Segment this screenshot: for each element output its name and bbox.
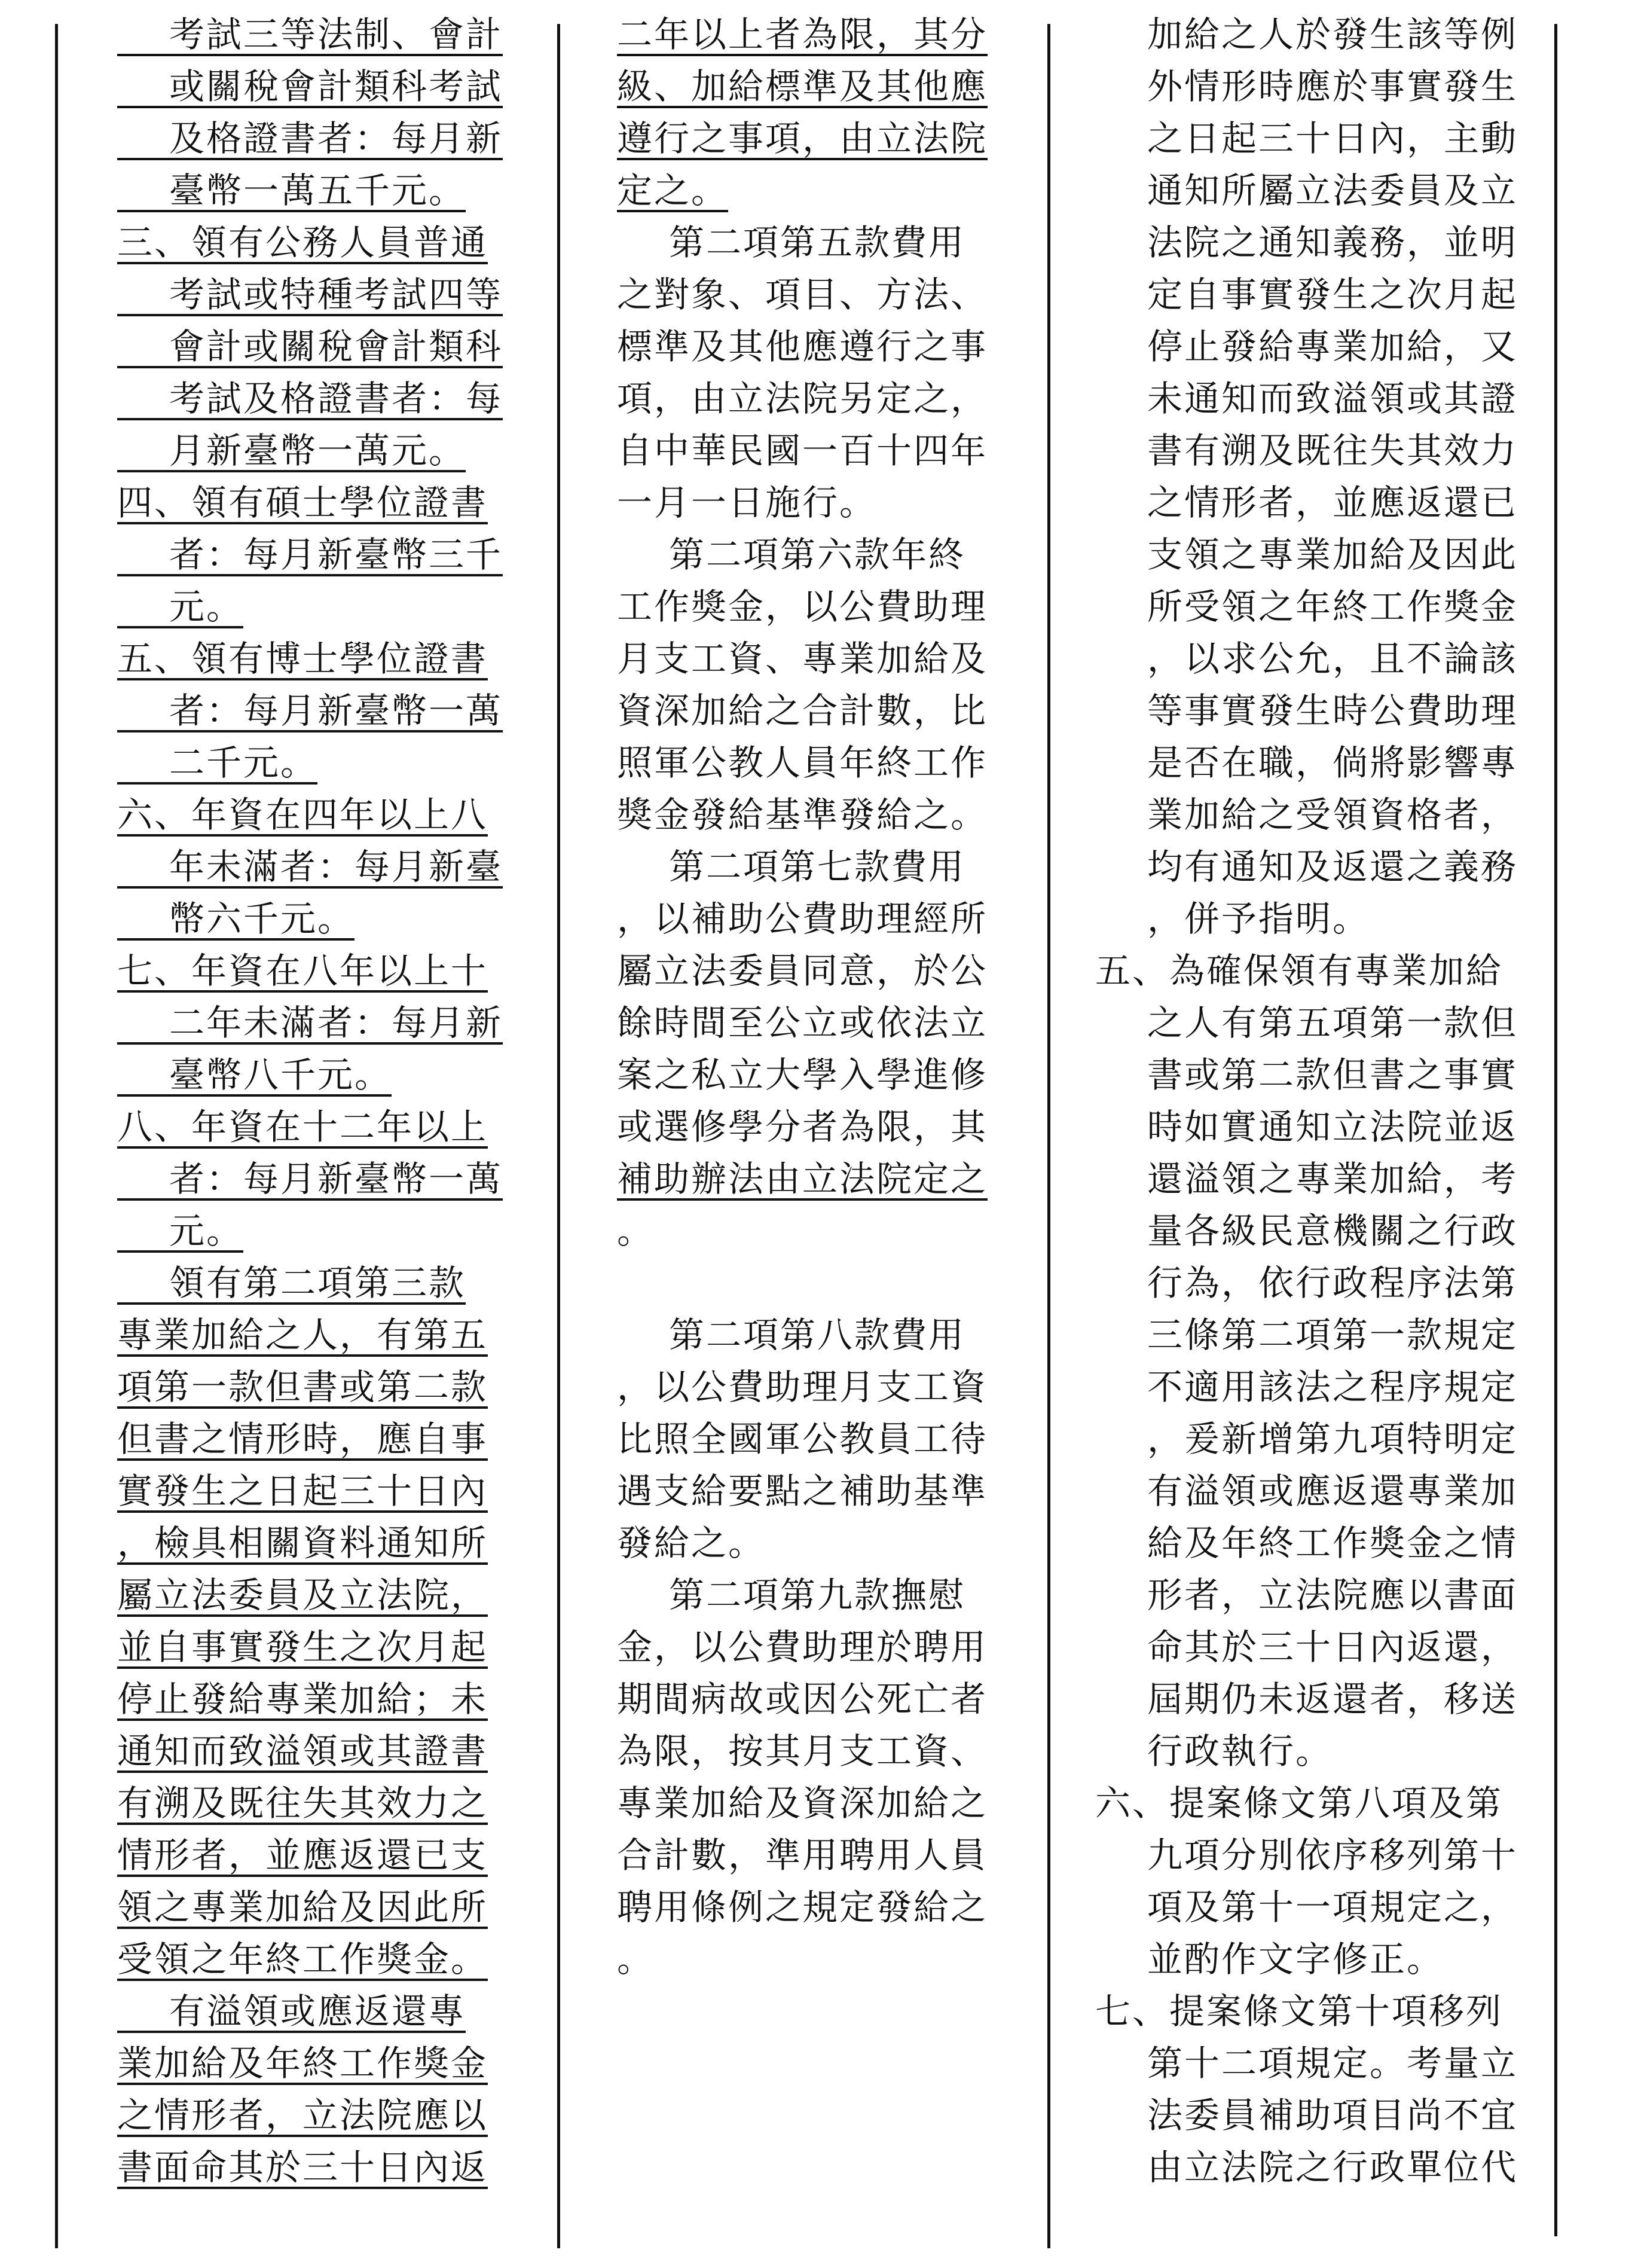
- text-line-content: 會計或關稅會計類科: [117, 326, 503, 367]
- text-line-content: 停止發給專業加給；未: [117, 1678, 488, 1720]
- text-line-content: 屆期仍未返還者，移送: [1095, 1678, 1518, 1720]
- text-line: [1095, 1257, 1518, 1309]
- text-line: [1095, 60, 1518, 112]
- text-line-content: 書面命其於三十日內返: [117, 2147, 488, 2188]
- text-line-content: 資深加給之合計數，比: [617, 690, 988, 731]
- text-line-content: 領之專業加給及因此所: [117, 1887, 488, 1928]
- text-line: [1095, 8, 1518, 60]
- text-line: [117, 1153, 536, 1205]
- text-line: [617, 1829, 1035, 1881]
- text-line: [1095, 373, 1518, 425]
- text-line: [1095, 685, 1518, 737]
- text-line: [617, 1673, 1035, 1725]
- text-line: [117, 1673, 536, 1725]
- text-line: [617, 320, 1035, 373]
- text-line-content: 之日起三十日內，主動: [1095, 118, 1518, 159]
- text-line-content: 命其於三十日內返還，: [1095, 1626, 1518, 1668]
- text-line: [117, 1465, 536, 1517]
- text-line-content: 業加給及年終工作獎金: [117, 2043, 488, 2084]
- text-line: [617, 60, 1035, 112]
- text-line: [1095, 268, 1518, 320]
- text-line-content: 情形者，並應返還已支: [117, 1834, 488, 1876]
- text-line-content: 第二項第六款年終: [617, 534, 966, 575]
- column-current-text: [617, 8, 1035, 1985]
- text-line: [1095, 1205, 1518, 1257]
- text-line-content: 業加給之受領資格者，: [1095, 794, 1518, 835]
- text-line: [117, 2141, 536, 2193]
- text-line: [617, 1725, 1035, 1777]
- text-line-content: 之人有第五項第一款但: [1095, 1002, 1518, 1043]
- text-line: [1095, 1101, 1518, 1153]
- text-line: [117, 1829, 536, 1881]
- text-line-content: 均有通知及返還之義務: [1095, 846, 1518, 887]
- text-line: [117, 1569, 536, 1621]
- text-line: [617, 1101, 1035, 1153]
- text-line: [617, 112, 1035, 164]
- text-line-content: 外情形時應於事實發生: [1095, 66, 1518, 107]
- text-line-content: 補助辦法由立法院定之: [617, 1158, 988, 1199]
- text-line-content: 加給之人於發生該等例: [1095, 14, 1518, 55]
- text-line-content: 行政執行。: [1095, 1730, 1333, 1772]
- text-line: [117, 164, 536, 216]
- text-line-content: 發給之。: [617, 1522, 766, 1564]
- text-line: [1095, 164, 1518, 216]
- text-line-content: 所受領之年終工作獎金: [1095, 586, 1518, 627]
- text-line-content: 有溯及既往失其效力之: [117, 1782, 488, 1824]
- text-line-content: 並自事實發生之次月起: [117, 1626, 488, 1668]
- text-line: [117, 1257, 536, 1309]
- text-line: [117, 789, 536, 841]
- text-line: [617, 1621, 1035, 1673]
- text-line: [1095, 737, 1518, 789]
- text-line: [1095, 1777, 1514, 1829]
- text-line: [617, 529, 1035, 581]
- text-line: [617, 1569, 1035, 1621]
- text-line: [1095, 425, 1518, 477]
- text-line-content: 並酌作文字修正。: [1095, 1939, 1444, 1980]
- text-line: [117, 425, 536, 477]
- text-line: [117, 320, 536, 373]
- text-line: [617, 1881, 1035, 1933]
- text-line: [617, 1413, 1035, 1465]
- text-line-content: 幣六千元。: [117, 898, 355, 939]
- text-line-content: 停止發給專業加給，又: [1095, 326, 1518, 367]
- text-line: [117, 1101, 536, 1153]
- text-line: [617, 1309, 1035, 1361]
- text-line: [117, 1517, 536, 1569]
- text-line-content: 九項分別依序移列第十: [1095, 1834, 1518, 1876]
- text-line: [617, 425, 1035, 477]
- text-line-content: 實發生之日起三十日內: [117, 1470, 488, 1512]
- text-line-content: 遵行之事項，由立法院: [617, 118, 988, 159]
- text-line: [117, 529, 536, 581]
- text-line: [617, 1933, 1035, 1985]
- text-line-content: 第二項第八款費用: [617, 1314, 966, 1356]
- text-line: [117, 1985, 536, 2037]
- text-line-content: 領有第二項第三款: [117, 1262, 466, 1304]
- text-line: [117, 633, 536, 685]
- text-line: [1095, 1621, 1518, 1673]
- text-line: [117, 1933, 536, 1985]
- text-line-content: 四、領有碩士學位證書: [117, 482, 488, 523]
- text-line-content: 通知所屬立法委員及立: [1095, 170, 1518, 211]
- text-line-content: 形者，立法院應以書面: [1095, 1574, 1518, 1616]
- column-rule-left: [55, 24, 58, 2248]
- text-line-content: 專業加給及資深加給之: [617, 1782, 988, 1824]
- text-line-content: 五、為確保領有專業加給: [1095, 950, 1503, 991]
- text-line: [1095, 112, 1518, 164]
- text-line: [617, 216, 1035, 268]
- text-line-content: 定之。: [617, 170, 729, 211]
- text-line-content: 第二項第七款費用: [617, 846, 966, 887]
- text-line-content: 第二項第九款撫慰: [617, 1574, 966, 1616]
- text-line: [1095, 529, 1518, 581]
- text-line: [117, 1777, 536, 1829]
- text-line-content: 考試或特種考試四等: [117, 274, 503, 315]
- text-line: [617, 1777, 1035, 1829]
- text-line: [1095, 945, 1514, 997]
- text-line-content: 項及第十一項規定之，: [1095, 1887, 1518, 1928]
- text-line: [117, 2089, 536, 2141]
- text-line: [117, 737, 536, 789]
- text-line-content: 第十二項規定。考量立: [1095, 2043, 1518, 2084]
- text-line-content: 自中華民國一百十四年: [617, 430, 988, 471]
- text-line: [617, 1153, 1035, 1205]
- text-line-content: 者：每月新臺幣三千: [117, 534, 503, 575]
- text-line-content: 金，以公費助理於聘用: [617, 1626, 988, 1668]
- text-line-content: 案之私立大學入學進修: [617, 1054, 988, 1095]
- text-line: [617, 268, 1035, 320]
- text-line: [1095, 633, 1518, 685]
- text-line-content: 五、領有博士學位證書: [117, 638, 488, 679]
- text-line-content: 第二項第五款費用: [617, 222, 966, 263]
- text-line-content: 量各級民意機關之行政: [1095, 1210, 1518, 1251]
- text-line: [1095, 1465, 1518, 1517]
- text-line: [1095, 1673, 1518, 1725]
- text-line-content: ，併予指明。: [1095, 898, 1370, 939]
- text-line: [1095, 1049, 1518, 1101]
- text-line-content: 書有溯及既往失其效力: [1095, 430, 1518, 471]
- column-rule-right: [1554, 24, 1557, 2236]
- text-line: [1095, 1309, 1518, 1361]
- text-line-content: 七、年資在八年以上十: [117, 950, 488, 991]
- text-line-content: 月支工資、專業加給及: [617, 638, 988, 679]
- text-line-content: 未通知而致溢領或其證: [1095, 378, 1518, 419]
- column-explanation: [1095, 8, 1518, 2193]
- text-line: [617, 737, 1035, 789]
- text-line: [1095, 581, 1518, 633]
- text-line: [1095, 1153, 1518, 1205]
- text-line-content: 者：每月新臺幣一萬: [117, 1158, 503, 1199]
- text-line: [117, 1205, 536, 1257]
- text-line-content: 元。: [117, 586, 244, 627]
- text-line-content: 行為，依行政程序法第: [1095, 1262, 1518, 1304]
- text-line: [117, 216, 536, 268]
- text-line: [617, 633, 1035, 685]
- text-line: [617, 8, 1035, 60]
- text-line-content: 項，由立法院另定之，: [617, 378, 988, 419]
- text-line: [117, 893, 536, 945]
- text-line-content: 元。: [117, 1210, 244, 1251]
- text-line: [617, 581, 1035, 633]
- text-line-content: 考試三等法制、會計: [117, 14, 503, 55]
- text-line-content: 之對象、項目、方法、: [617, 274, 988, 315]
- text-line: [117, 1725, 536, 1777]
- text-line: [117, 112, 536, 164]
- text-line: [1095, 997, 1518, 1049]
- text-line-content: 二千元。: [117, 742, 318, 783]
- text-line-content: 項第一款但書或第二款: [117, 1366, 488, 1408]
- text-line-content: 等事實發生時公費助理: [1095, 690, 1518, 731]
- text-line-content: 比照全國軍公教員工待: [617, 1418, 988, 1460]
- text-line-content: 六、年資在四年以上八: [117, 794, 488, 835]
- text-line-content: 由立法院之行政單位代: [1095, 2147, 1518, 2188]
- text-line: [117, 1309, 536, 1361]
- text-line-content: 期間病故或因公死亡者: [617, 1678, 988, 1720]
- text-line: [1095, 1725, 1514, 1777]
- text-line-content: 二年未滿者：每月新: [117, 1002, 503, 1043]
- text-line-content: 工作獎金，以公費助理: [617, 586, 988, 627]
- text-line-content: 臺幣八千元。: [117, 1054, 392, 1095]
- text-line: [117, 1361, 536, 1413]
- text-line-content: 合計數，準用聘用人員: [617, 1834, 988, 1876]
- text-line: [117, 60, 536, 112]
- text-line: [1095, 841, 1518, 893]
- text-line-content: 有溢領或應返還專: [117, 1991, 466, 2032]
- text-line-content: 。: [617, 1939, 655, 1980]
- text-line: [1095, 2037, 1518, 2089]
- text-line-content: 給及年終工作獎金之情: [1095, 1522, 1518, 1564]
- text-line-content: 月新臺幣一萬元。: [117, 430, 466, 471]
- text-line-content: 為限，按其月支工資、: [617, 1730, 988, 1772]
- text-line-content: 不適用該法之程序規定: [1095, 1366, 1518, 1408]
- text-line: [1095, 1569, 1518, 1621]
- text-line: [1095, 1985, 1514, 2037]
- text-line-content: 有溢領或應返還專業加: [1095, 1470, 1518, 1512]
- text-line-content: 一月一日施行。: [617, 482, 877, 523]
- text-line-content: 法委員補助項目尚不宜: [1095, 2095, 1518, 2136]
- text-line: [117, 8, 536, 60]
- text-line: [1095, 1361, 1518, 1413]
- text-line: [117, 1621, 536, 1673]
- text-line-content: 受領之年終工作獎金。: [117, 1939, 488, 1980]
- text-line: [1095, 320, 1518, 373]
- text-line: [117, 373, 536, 425]
- text-line: [1095, 2141, 1518, 2193]
- text-line-content: 遇支給要點之補助基準: [617, 1470, 988, 1512]
- column-rule-middle-right: [1047, 24, 1050, 2248]
- text-line-content: ，以補助公費助理經所: [617, 898, 988, 939]
- text-line-content: 專業加給之人，有第五: [117, 1314, 488, 1356]
- text-line-content: 或關稅會計類科考試: [117, 66, 503, 107]
- text-line-content: 書或第二款但書之事實: [1095, 1054, 1518, 1095]
- text-line: [117, 1049, 536, 1101]
- text-line-content: 是否在職，倘將影響專: [1095, 742, 1518, 783]
- text-line: [117, 2037, 536, 2089]
- text-line-content: 三條第二項第一款規定: [1095, 1314, 1518, 1356]
- text-line: [117, 581, 536, 633]
- text-line: [617, 1517, 1035, 1569]
- text-line: [1095, 1829, 1518, 1881]
- text-line-content: 照軍公教人員年終工作: [617, 742, 988, 783]
- text-line: [1095, 477, 1518, 529]
- text-line: [117, 1881, 536, 1933]
- text-line: [617, 373, 1035, 425]
- text-line-content: 還溢領之專業加給，考: [1095, 1158, 1518, 1199]
- text-line: [617, 1205, 1035, 1257]
- text-line: [617, 893, 1035, 945]
- text-line-content: 級、加給標準及其他應: [617, 66, 988, 107]
- text-line-content: 七、提案條文第十項移列: [1095, 1991, 1503, 2032]
- text-line: [617, 1465, 1035, 1517]
- text-line: [1095, 1881, 1518, 1933]
- text-line-content: ，以求公允，且不論該: [1095, 638, 1518, 679]
- text-line-content: 通知而致溢領或其證書: [117, 1730, 488, 1772]
- text-line-content: 之情形者，並應返還已: [1095, 482, 1518, 523]
- text-line-content: 八、年資在十二年以上: [117, 1106, 488, 1147]
- text-line-content: 定自事實發生之次月起: [1095, 274, 1518, 315]
- text-line: [617, 945, 1035, 997]
- text-line: [1095, 1413, 1518, 1465]
- text-line: [617, 1361, 1035, 1413]
- text-line: [117, 841, 536, 893]
- text-line-content: 法院之通知義務，並明: [1095, 222, 1518, 263]
- text-line: [617, 841, 1035, 893]
- text-line: [1095, 2089, 1518, 2141]
- text-line: [617, 164, 1035, 216]
- text-line: [617, 1049, 1035, 1101]
- column-rule-middle-left: [557, 24, 560, 2248]
- text-line: [1095, 893, 1514, 945]
- text-line: [117, 685, 536, 737]
- text-line-content: ，爰新增第九項特明定: [1095, 1418, 1518, 1460]
- text-line-content: 或選修學分者為限，其: [617, 1106, 988, 1147]
- text-line: [617, 1257, 1035, 1309]
- text-line-content: 時如實通知立法院並返: [1095, 1106, 1518, 1147]
- text-line-content: 獎金發給基準發給之。: [617, 794, 988, 835]
- text-line-content: 屬立法委員及立法院，: [117, 1574, 488, 1616]
- text-line-content: ，以公費助理月支工資: [617, 1366, 988, 1408]
- text-line-content: 臺幣一萬五千元。: [117, 170, 466, 211]
- text-line-content: 聘用條例之規定發給之: [617, 1887, 988, 1928]
- text-line: [1095, 216, 1518, 268]
- text-line-content: 但書之情形時，應自事: [117, 1418, 488, 1460]
- text-line: [617, 997, 1035, 1049]
- text-line: [617, 685, 1035, 737]
- text-line: [117, 945, 536, 997]
- text-line-content: 屬立法委員同意，於公: [617, 950, 988, 991]
- text-line: [117, 477, 536, 529]
- text-line-content: 者：每月新臺幣一萬: [117, 690, 503, 731]
- text-line-content: 餘時間至公立或依法立: [617, 1002, 988, 1043]
- text-line-content: 考試及格證書者：每: [117, 378, 503, 419]
- text-line-content: ，檢具相關資料通知所: [117, 1522, 488, 1564]
- text-line: [1095, 789, 1518, 841]
- text-line-content: 及格證書者：每月新: [117, 118, 503, 159]
- text-line-content: 六、提案條文第八項及第: [1095, 1782, 1503, 1824]
- text-line-content: 標準及其他應遵行之事: [617, 326, 988, 367]
- text-line-content: 二年以上者為限，其分: [617, 14, 988, 55]
- text-line: [117, 997, 536, 1049]
- column-amended-text: [117, 8, 536, 2193]
- text-line-content: 之情形者，立法院應以: [117, 2095, 488, 2136]
- text-line: [117, 1413, 536, 1465]
- text-line: [1095, 1933, 1514, 1985]
- text-line-content: 三、領有公務人員普通: [117, 222, 488, 263]
- text-line: [1095, 1517, 1518, 1569]
- text-line: [617, 477, 1035, 529]
- text-line-content: 年未滿者：每月新臺: [117, 846, 503, 887]
- text-line-content: 。: [617, 1210, 655, 1251]
- text-line: [117, 268, 536, 320]
- text-line-content: 支領之專業加給及因此: [1095, 534, 1518, 575]
- text-line: [617, 789, 1035, 841]
